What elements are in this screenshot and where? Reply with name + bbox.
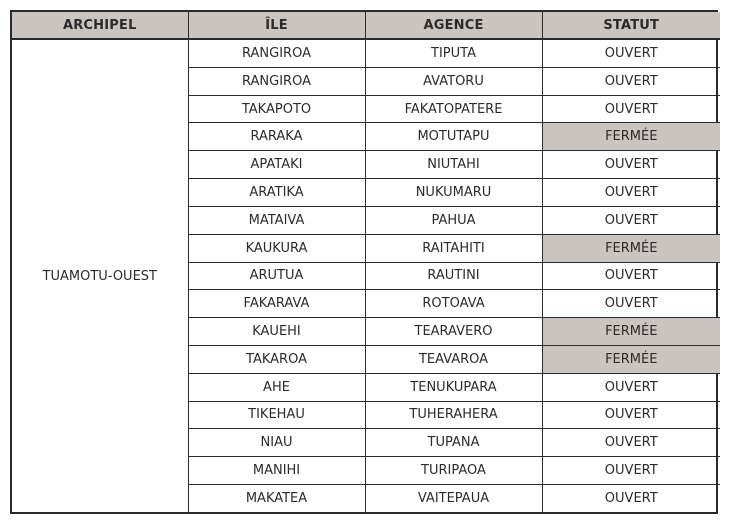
header-archipel: ARCHIPEL: [12, 12, 188, 39]
ile-cell: NIAU: [188, 429, 365, 457]
table-body: [12, 39, 720, 512]
statut-cell: OUVERT: [542, 290, 720, 318]
agence-cell: TUPANA: [365, 429, 542, 457]
agence-cell: MOTUTAPU: [365, 123, 542, 151]
ile-cell: TIKEHAU: [188, 401, 365, 429]
statut-cell: OUVERT: [542, 373, 720, 401]
ile-cell: RANGIROA: [188, 39, 365, 67]
statut-cell: OUVERT: [542, 429, 720, 457]
header-row: [12, 12, 720, 39]
ile-cell: AHE: [188, 373, 365, 401]
ile-cell: RARAKA: [188, 123, 365, 151]
header-agence: AGENCE: [365, 12, 542, 39]
header-statut: STATUT: [542, 12, 720, 39]
ile-cell: MATAIVA: [188, 206, 365, 234]
table-header: [12, 12, 720, 39]
statut-cell: OUVERT: [542, 151, 720, 179]
statut-cell: FERMÉE: [542, 234, 720, 262]
agence-cell: PAHUA: [365, 206, 542, 234]
ile-cell: ARUTUA: [188, 262, 365, 290]
agence-cell: TUHERAHERA: [365, 401, 542, 429]
statut-cell: FERMÉE: [542, 345, 720, 373]
agence-cell: VAITEPAUA: [365, 485, 542, 513]
statut-cell: OUVERT: [604, 491, 658, 506]
agence-cell: TEARAVERO: [365, 318, 542, 346]
statut-cell: OUVERT: [542, 457, 720, 485]
statut-cell: OUVERT: [542, 39, 720, 67]
statut-cell: FERMÉE: [542, 318, 720, 346]
agence-cell: TEAVAROA: [365, 345, 542, 373]
agence-cell: TENUKUPARA: [365, 373, 542, 401]
ile-cell: APATAKI: [188, 151, 365, 179]
agence-cell: FAKATOPATERE: [365, 95, 542, 123]
agence-cell: TIPUTA: [365, 39, 542, 67]
ile-cell: ARATIKA: [188, 179, 365, 207]
agency-status-table: [12, 12, 720, 512]
agence-cell: RAUTINI: [365, 262, 542, 290]
agence-cell: ROTOAVA: [365, 290, 542, 318]
statut-cell: OUVERT: [542, 262, 720, 290]
statut-cell: OUVERT: [542, 206, 720, 234]
statut-cell: OUVERT: [542, 179, 720, 207]
ile-cell: MAKATEA: [188, 485, 365, 513]
statut-cell: OUVERT: [542, 401, 720, 429]
agence-cell: NUKUMARU: [365, 179, 542, 207]
agence-cell: TURIPAOA: [365, 457, 542, 485]
ile-cell: KAUEHI: [188, 318, 365, 346]
ile-cell: TAKAPOTO: [188, 95, 365, 123]
statut-cell: OUVERT: [542, 95, 720, 123]
agency-status-table-frame: [10, 10, 718, 514]
agence-cell: RAITAHITI: [365, 234, 542, 262]
agence-cell: NIUTAHI: [365, 151, 542, 179]
header-ile: ÎLE: [188, 12, 365, 39]
ile-cell: KAUKURA: [188, 234, 365, 262]
statut-cell: FERMÉE: [542, 123, 720, 151]
archipel-cell: TUAMOTU-OUEST: [12, 39, 188, 512]
ile-cell: FAKARAVA: [188, 290, 365, 318]
table-row: [12, 39, 720, 67]
ile-cell: RANGIROA: [188, 67, 365, 95]
agence-cell: AVATORU: [365, 67, 542, 95]
ile-cell: MANIHI: [188, 457, 365, 485]
ile-cell: TAKAROA: [188, 345, 365, 373]
statut-cell: OUVERT: [542, 67, 720, 95]
